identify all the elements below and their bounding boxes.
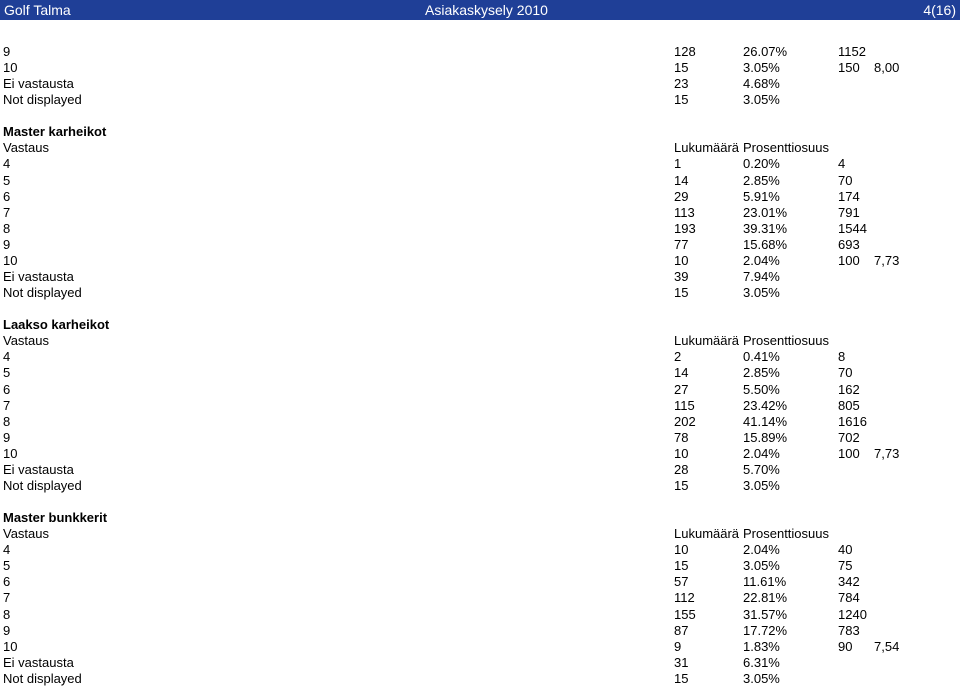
table-row <box>0 623 960 639</box>
column-header-row <box>0 333 960 349</box>
table-row <box>0 269 960 285</box>
product-value: 70 <box>838 172 853 188</box>
product-value: 342 <box>838 574 860 590</box>
count-value: 23 <box>674 76 689 92</box>
answer-label: 10 <box>3 638 18 654</box>
answer-label: 5 <box>3 365 11 381</box>
count-value: 31 <box>674 654 689 670</box>
table-row <box>0 253 960 269</box>
answer-label: 4 <box>3 349 11 365</box>
answer-label: Ei vastausta <box>3 76 74 92</box>
count-value: 78 <box>674 429 689 445</box>
count-value: 87 <box>674 622 689 638</box>
answer-label: Not displayed <box>3 478 82 494</box>
page-header <box>0 0 960 20</box>
table-row <box>0 590 960 606</box>
answer-label: 10 <box>3 445 18 461</box>
table-row <box>0 382 960 398</box>
percent-value: 4.68% <box>743 76 780 92</box>
average-value: 7,54 <box>874 638 900 654</box>
answer-label: 8 <box>3 220 11 236</box>
column-header-answer: Vastaus <box>3 333 50 349</box>
answer-label: Not displayed <box>3 92 82 108</box>
count-value: 15 <box>674 478 689 494</box>
percent-value: 15.68% <box>743 236 788 252</box>
count-value: 113 <box>674 204 695 220</box>
product-value: 791 <box>838 204 860 220</box>
column-header-count: Lukumäärä <box>674 333 740 349</box>
product-value: 40 <box>838 542 853 558</box>
answer-label: 6 <box>3 574 11 590</box>
percent-value: 23.42% <box>743 397 788 413</box>
table-row <box>0 574 960 590</box>
percent-value: 39.31% <box>743 220 788 236</box>
table-row <box>0 285 960 301</box>
product-value: 174 <box>838 188 860 204</box>
section-title-text: Master karheikot <box>3 124 107 140</box>
count-value: 15 <box>674 558 689 574</box>
count-value: 14 <box>674 365 689 381</box>
percent-value: 7.94% <box>743 269 780 285</box>
section-title <box>0 510 960 526</box>
answer-label: 7 <box>3 590 11 606</box>
section-title <box>0 317 960 333</box>
count-value: 15 <box>674 60 689 76</box>
product-value: 70 <box>838 365 853 381</box>
answer-label: Ei vastausta <box>3 462 74 477</box>
answer-label: Not displayed <box>3 285 82 301</box>
percent-value: 1.83% <box>743 638 780 654</box>
section-title-text: Master bunkkerit <box>3 509 108 525</box>
percent-value: 41.14% <box>743 413 788 429</box>
answer-label: 5 <box>3 172 11 188</box>
table-row <box>0 398 960 414</box>
table-row <box>0 173 960 189</box>
column-header-percent: Prosenttiosuus <box>743 526 829 541</box>
table-row <box>0 414 960 430</box>
percent-value: 26.07% <box>743 44 788 59</box>
percent-value: 2.04% <box>743 445 780 461</box>
percent-value: 3.05% <box>743 558 780 574</box>
table-row <box>0 156 960 172</box>
header-title: Asiakaskysely 2010 <box>425 2 548 18</box>
answer-label: 9 <box>3 44 11 59</box>
table-row <box>0 639 960 655</box>
table-row <box>0 44 960 60</box>
count-value: 9 <box>674 638 682 654</box>
percent-value: 5.91% <box>743 188 780 204</box>
percent-value: 3.05% <box>743 285 780 301</box>
answer-label: Ei vastausta <box>3 654 74 670</box>
percent-value: 6.31% <box>743 654 780 670</box>
table-row <box>0 478 960 494</box>
product-value: 75 <box>838 558 853 574</box>
column-header-row <box>0 140 960 156</box>
count-value: 15 <box>674 670 689 686</box>
answer-label: Not displayed <box>3 670 82 686</box>
table-row <box>0 542 960 558</box>
product-value: 1544 <box>838 220 867 236</box>
table-row <box>0 462 960 478</box>
count-value: 115 <box>674 397 695 413</box>
count-value: 39 <box>674 269 689 285</box>
table-row <box>0 349 960 365</box>
table-row <box>0 365 960 381</box>
count-value: 2 <box>674 349 682 365</box>
table-row <box>0 60 960 76</box>
average-value: 8,00 <box>874 60 900 76</box>
product-value: 4 <box>838 156 846 172</box>
percent-value: 2.04% <box>743 253 780 268</box>
product-value: 162 <box>838 381 860 397</box>
product-value: 805 <box>838 397 860 413</box>
product-value: 1152 <box>838 44 866 59</box>
answer-label: 7 <box>3 204 11 220</box>
table-row <box>0 655 960 671</box>
product-value: 783 <box>838 622 860 638</box>
answer-label: 9 <box>3 236 11 252</box>
column-header-count: Lukumäärä <box>674 140 740 156</box>
count-value: 57 <box>674 574 689 590</box>
product-value: 100 <box>838 253 860 268</box>
average-value: 7,73 <box>874 253 900 268</box>
count-value: 155 <box>674 606 696 622</box>
percent-value: 17.72% <box>743 622 788 638</box>
section-title <box>0 124 960 140</box>
header-page-number: 4(16) <box>923 2 956 18</box>
percent-value: 3.05% <box>743 92 780 108</box>
percent-value: 23.01% <box>743 204 788 220</box>
table-row <box>0 607 960 623</box>
percent-value: 15.89% <box>743 429 788 445</box>
answer-label: 6 <box>3 381 11 397</box>
percent-value: 2.85% <box>743 365 780 381</box>
count-value: 10 <box>674 253 689 268</box>
count-value: 193 <box>674 220 696 236</box>
count-value: 77 <box>674 236 689 252</box>
product-value: 1616 <box>838 413 867 429</box>
answer-label: 6 <box>3 188 11 204</box>
table-row <box>0 205 960 221</box>
percent-value: 2.85% <box>743 172 780 188</box>
count-value: 28 <box>674 462 689 477</box>
count-value: 128 <box>674 44 696 59</box>
percent-value: 5.70% <box>743 462 780 477</box>
answer-label: 9 <box>3 429 11 445</box>
product-value: 693 <box>838 236 860 252</box>
product-value: 1240 <box>838 606 867 622</box>
count-value: 10 <box>674 445 689 461</box>
table-row <box>0 92 960 108</box>
count-value: 15 <box>674 92 689 108</box>
product-value: 100 <box>838 445 860 461</box>
percent-value: 3.05% <box>743 478 780 494</box>
answer-label: 8 <box>3 606 11 622</box>
percent-value: 3.05% <box>743 60 780 76</box>
answer-label: 4 <box>3 156 11 172</box>
table-row <box>0 446 960 462</box>
count-value: 29 <box>674 188 689 204</box>
answer-label: 4 <box>3 542 11 558</box>
percent-value: 0.41% <box>743 349 780 365</box>
table-row <box>0 221 960 237</box>
answer-label: 10 <box>3 60 18 76</box>
answer-label: Ei vastausta <box>3 269 74 285</box>
percent-value: 22.81% <box>743 590 788 606</box>
column-header-percent: Prosenttiosuus <box>743 333 829 349</box>
answer-label: 9 <box>3 622 11 638</box>
table-row <box>0 671 960 687</box>
column-header-row <box>0 526 960 542</box>
product-value: 8 <box>838 349 846 365</box>
section-title-text: Laakso karheikot <box>3 317 110 333</box>
table-row <box>0 237 960 253</box>
table-row <box>0 76 960 92</box>
answer-label: 7 <box>3 397 11 413</box>
percent-value: 3.05% <box>743 670 780 686</box>
column-header-answer: Vastaus <box>3 526 50 541</box>
table-row <box>0 558 960 574</box>
header-company: Golf Talma <box>4 2 71 18</box>
product-value: 90 <box>838 638 853 654</box>
product-value: 150 <box>838 60 860 76</box>
count-value: 112 <box>674 590 695 606</box>
count-value: 15 <box>674 285 689 301</box>
percent-value: 2.04% <box>743 542 780 558</box>
percent-value: 11.61% <box>743 574 787 590</box>
table-row <box>0 189 960 205</box>
column-header-percent: Prosenttiosuus <box>743 140 829 156</box>
percent-value: 31.57% <box>743 606 788 622</box>
product-value: 702 <box>838 429 860 445</box>
count-value: 1 <box>674 156 682 172</box>
column-header-answer: Vastaus <box>3 140 50 156</box>
count-value: 10 <box>674 542 689 558</box>
column-header-count: Lukumäärä <box>674 526 740 541</box>
answer-label: 8 <box>3 413 11 429</box>
table-row <box>0 430 960 446</box>
percent-value: 5.50% <box>743 381 780 397</box>
product-value: 784 <box>838 590 860 606</box>
percent-value: 0.20% <box>743 156 780 172</box>
answer-label: 10 <box>3 253 18 268</box>
count-value: 27 <box>674 381 689 397</box>
count-value: 14 <box>674 172 689 188</box>
count-value: 202 <box>674 413 696 429</box>
answer-label: 5 <box>3 558 11 574</box>
average-value: 7,73 <box>874 445 900 461</box>
